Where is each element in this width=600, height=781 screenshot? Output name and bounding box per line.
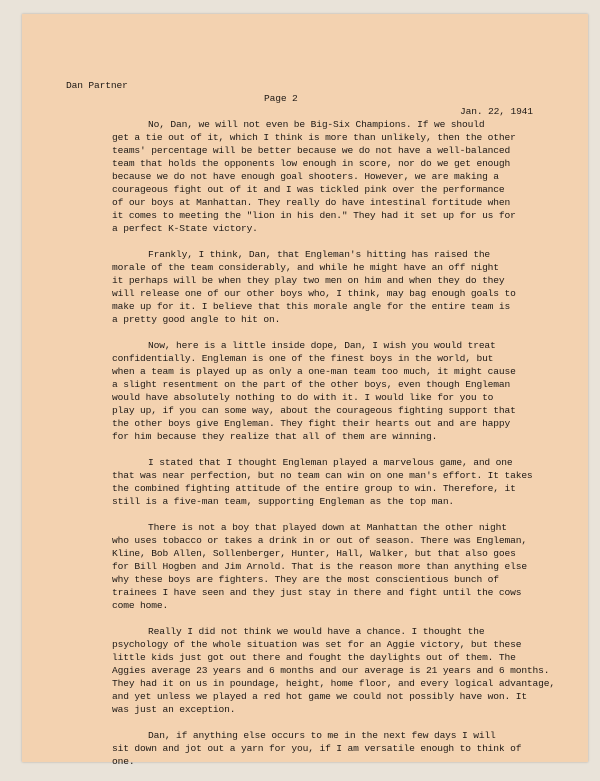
text-line: the other boys give Engleman. They fight their hearts out and are happy <box>112 418 511 429</box>
text-line: will release one of our other boys who, I think, may bag enough goals to <box>112 288 516 299</box>
text-line: the combined fighting attitude of the entire group to win. Therefore, it <box>112 483 516 494</box>
text-line: Aggies average 23 years and 6 months and our average is 21 years and 6 months. <box>112 665 550 676</box>
text-line: sit down and jot out a yarn for you, if I am versatile enough to think of <box>112 743 522 754</box>
text-line: play up, if you can some way, about the courageous fighting support that <box>112 405 516 416</box>
text-line: for him because they realize that all of them are winning. <box>112 431 438 442</box>
text-line: because we do not have enough goal shooters. However, we are making a <box>112 171 499 182</box>
text-line: still is a five-man team, supporting Engleman as the top man. <box>112 496 455 507</box>
letter-paragraph <box>112 248 582 326</box>
text-line: morale of the team considerably, and while he might have an off night <box>112 262 499 273</box>
text-line: Kline, Bob Allen, Sollenberger, Hunter, Hall, Walker, but that also goes <box>112 548 516 559</box>
letter-paragraph <box>112 118 582 235</box>
text-line: it perhaps will be when they play two men on him and when they do they <box>112 275 505 286</box>
text-line: Really I did not think we would have a chance. I thought the <box>148 626 485 637</box>
text-line: No, Dan, we will not even be Big-Six Champions. If we should <box>148 119 485 130</box>
letter-paragraph <box>112 456 582 508</box>
text-line: courageous fight out of it and I was tickled pink over the performance <box>112 184 505 195</box>
text-line: for Bill Hogben and Jim Arnold. That is the reason more than anything else <box>112 561 527 572</box>
text-line: why these boys are fighters. They are the most conscientious bunch of <box>112 574 499 585</box>
text-line: There is not a boy that played down at Manhattan the other night <box>148 522 507 533</box>
page-number: Page 2 <box>264 93 298 104</box>
text-line: psychology of the whole situation was set for an Aggie victory, but these <box>112 639 522 650</box>
text-line: They had it on us in poundage, height, home floor, and every logical advantage, <box>112 678 555 689</box>
recipient-name: Dan Partner <box>66 80 128 91</box>
text-line: and yet unless we played a red hot game we could not possibly have won. It <box>112 691 527 702</box>
letter-date: Jan. 22, 1941 <box>460 106 533 117</box>
letter-body <box>112 118 582 781</box>
text-line: a pretty good angle to hit on. <box>112 314 281 325</box>
text-line: would have absolutely nothing to do with it. I would like for you to <box>112 392 494 403</box>
text-line: make up for it. I believe that this morale angle for the entire team is <box>112 301 511 312</box>
letter-paragraph <box>112 729 582 768</box>
text-line: a perfect K-State victory. <box>112 223 258 234</box>
text-line: Dan, if anything else occurs to me in the next few days I will <box>148 730 496 741</box>
letter-paragraph <box>112 521 582 612</box>
text-line: team that holds the opponents low enough in score, nor do we get enough <box>112 158 511 169</box>
letter-paragraph <box>112 625 582 716</box>
text-line: Frankly, I think, Dan, that Engleman's hitting has raised the <box>148 249 491 260</box>
text-line: Now, here is a little inside dope, Dan, I wish you would treat <box>148 340 496 351</box>
text-line: who uses tobacco or takes a drink in or out of season. There was Engleman, <box>112 535 527 546</box>
text-line: teams' percentage will be better because we do not have a well-balanced <box>112 145 511 156</box>
text-line: of our boys at Manhattan. They really do have intestinal fortitude when <box>112 197 511 208</box>
letter-paragraph <box>112 339 582 443</box>
text-line: that was near perfection, but no team can win on one man's effort. It takes <box>112 470 533 481</box>
text-line: a slight resentment on the part of the other boys, even though Engleman <box>112 379 511 390</box>
text-line: was just an exception. <box>112 704 236 715</box>
letter-header <box>0 66 600 117</box>
text-line: I stated that I thought Engleman played a marvelous game, and one <box>148 457 513 468</box>
text-line: confidentially. Engleman is one of the finest boys in the world, but <box>112 353 494 364</box>
text-line: come home. <box>112 600 169 611</box>
text-line: little kids just got out there and fought the daylights out of them. The <box>112 652 516 663</box>
text-line: one. <box>112 756 135 767</box>
text-line: trainees I have seen and they just stay in there and fight until the cows <box>112 587 522 598</box>
text-line: it comes to meeting the "lion in his den." They had it set up for us for <box>112 210 516 221</box>
text-line: get a tie out of it, which I think is more than unlikely, then the other <box>112 132 516 143</box>
text-line: when a team is played up as only a one-man team too much, it might cause <box>112 366 516 377</box>
